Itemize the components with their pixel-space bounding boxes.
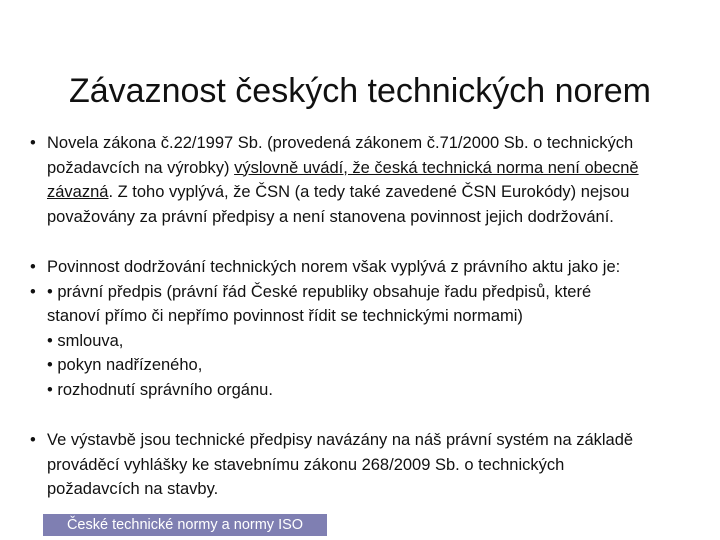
bullet-line bbox=[47, 180, 700, 205]
bullet-line: • Novela zákona č.22/1997 Sb. (provedená zákonem č.71/2000 Sb. o technických bbox=[47, 134, 634, 152]
bullet-line: • Ve výstavbě jsou technické předpisy navázány na náš právní systém na základě bbox=[47, 431, 634, 449]
bullet-item bbox=[30, 255, 700, 280]
bullet-item bbox=[30, 280, 700, 403]
bullet-line: • smlouva, bbox=[47, 331, 124, 350]
slide-title: Závaznost českých technických norem bbox=[68, 71, 652, 110]
bullet-text: požadavcích na výrobky) bbox=[47, 158, 235, 177]
bullet-line: stanoví přímo či nepřímo povinnost řídit se technickými normami) bbox=[47, 307, 523, 325]
bullet-line: • pokyn nadřízeného, bbox=[47, 356, 203, 374]
bullet-item bbox=[30, 428, 700, 502]
bullet-list bbox=[30, 131, 700, 502]
bullet-line: požadavcích na stavby. bbox=[47, 480, 219, 498]
underlined-text: závazná bbox=[47, 183, 109, 201]
bullet-line: • Povinnost dodržování technických norem však vyplývá z právního aktu jako je: bbox=[47, 258, 621, 276]
bullet-line bbox=[47, 156, 700, 181]
bullet-text: . Z toho vyplývá, že ČSN (a tedy také zavedené ČSN Eurokódy) nejsou bbox=[108, 183, 630, 201]
footer-label: České technické normy a normy ISO bbox=[43, 514, 327, 536]
underlined-text: výslovně uvádí, že česká technická norma není obecně bbox=[234, 158, 639, 177]
bullet-line: prováděcí vyhlášky ke stavebnímu zákonu 268/2009 Sb. o technických bbox=[47, 455, 565, 474]
bullet-item bbox=[30, 131, 700, 229]
bullet-line: • rozhodnutí správního orgánu. bbox=[47, 380, 273, 399]
bullet-line: • • právní předpis (právní řád České republiky obsahuje řadu předpisů, které bbox=[47, 282, 592, 301]
bullet-line: považovány za právní předpisy a není stanovena povinnost jejich dodržování. bbox=[47, 207, 614, 226]
